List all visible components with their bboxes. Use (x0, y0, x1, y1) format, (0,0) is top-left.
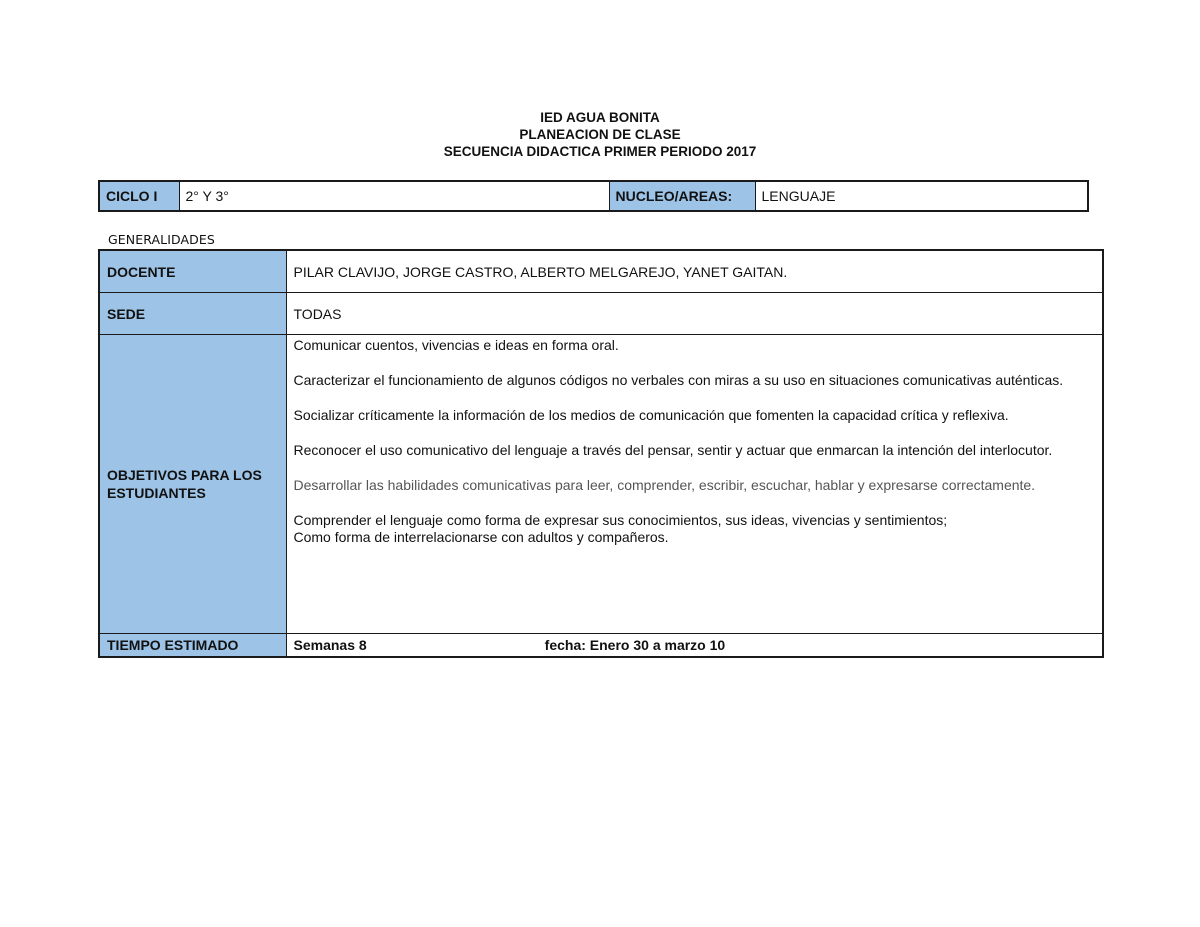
fecha-value: fecha: Enero 30 a marzo 10 (544, 637, 726, 653)
docente-label: DOCENTE (99, 250, 286, 293)
tiempo-label: TIEMPO ESTIMADO (99, 634, 286, 658)
sede-value: TODAS (286, 293, 1103, 335)
objective-item: Socializar críticamente la información de los medios de comunicación que fomenten la capacidad crítica y reflexiva. (293, 407, 1009, 423)
objective-item: Desarrollar las habilidades comunicativas para leer, comprender, escribir, escuchar, hablar y expresarse correctamente. (293, 477, 1036, 493)
objective-item: Comprender el lenguaje como forma de expresar sus conocimientos, sus ideas, vivencias y sentimientos; (293, 512, 948, 528)
sede-label: SEDE (99, 293, 286, 335)
table-row-objetivos (99, 335, 1103, 634)
section-label-generalidades: GENERALIDADES (108, 232, 215, 247)
document-type: PLANEACION DE CLASE (519, 127, 681, 142)
objective-item: Comunicar cuentos, vivencias e ideas en forma oral. (293, 337, 619, 353)
table-row-sede (99, 293, 1103, 335)
ciclo-label: CICLO I (99, 181, 179, 211)
objective-item: Como forma de interrelacionarse con adultos y compañeros. (293, 529, 669, 545)
docente-value: PILAR CLAVIJO, JORGE CASTRO, ALBERTO MELGAREJO, YANET GAITAN. (286, 250, 1103, 293)
table-row-docente (99, 250, 1103, 293)
cycle-area-table (98, 180, 1089, 212)
nucleo-value: LENGUAJE (755, 181, 1088, 211)
objetivos-label: OBJETIVOS PARA LOS ESTUDIANTES (99, 335, 286, 634)
tiempo-value (286, 634, 1103, 658)
generalidades-table (98, 249, 1104, 658)
school-name: IED AGUA BONITA (540, 110, 660, 125)
objective-item: Reconocer el uso comunicativo del lenguaje a través del pensar, sentir y actuar que enmarcan la intención del interlocutor. (293, 442, 1053, 458)
objective-item: Caracterizar el funcionamiento de algunos códigos no verbales con miras a su uso en situaciones comunicativas auténticas. (293, 372, 1064, 388)
table-row-tiempo (99, 634, 1103, 658)
document-header (0, 109, 1200, 160)
objetivos-list (286, 335, 1103, 634)
document-subtitle: SECUENCIA DIDACTICA PRIMER PERIODO 2017 (443, 144, 757, 159)
ciclo-value: 2° Y 3° (179, 181, 609, 211)
nucleo-label: NUCLEO/AREAS: (609, 181, 755, 211)
semanas-value: Semanas 8 (293, 637, 367, 653)
